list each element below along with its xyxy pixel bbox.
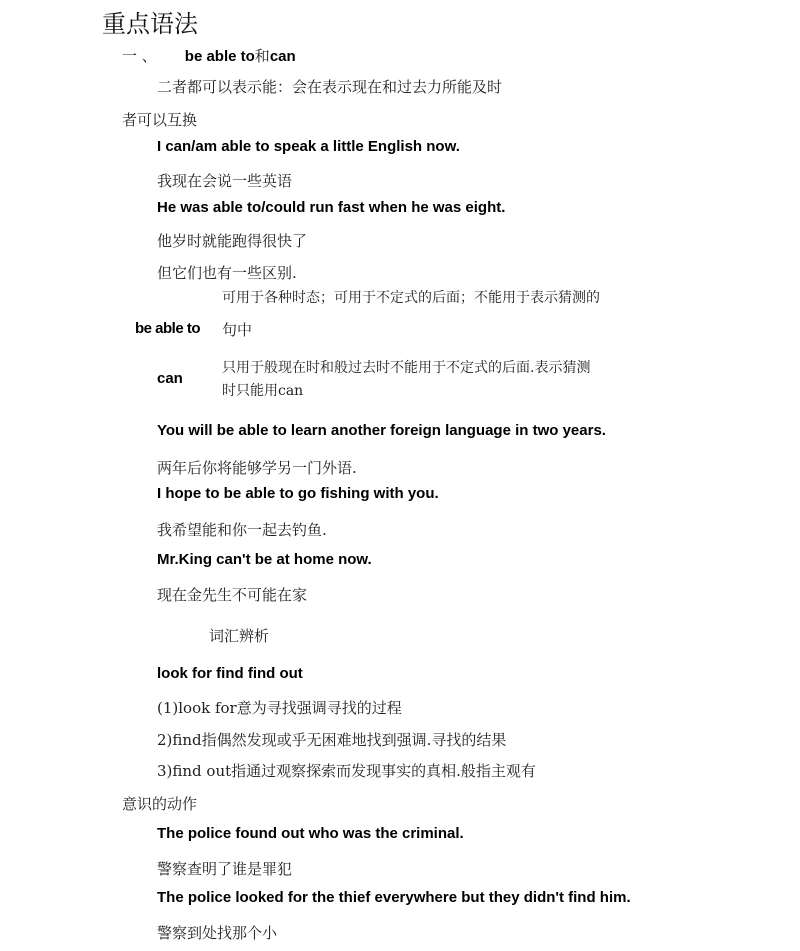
section2-example1-cn: 警察查明了谁是罪犯: [157, 860, 293, 878]
section1-number: 一 、: [122, 47, 157, 65]
example3-cn: 两年后你将能够学另一门外语.: [157, 459, 357, 477]
example5-cn: 现在金先生不可能在家: [157, 586, 308, 604]
section2-subheading: look for find find out: [157, 665, 303, 682]
example5-en: Mr.King can't be at home now.: [157, 551, 372, 568]
compare-bat-line2: 句中: [222, 321, 253, 339]
example2-en: He was able to/could run fast when he was eight.: [157, 199, 506, 216]
point2: 2)find指偶然发现或乎无困难地找到强调.寻找的结果: [157, 731, 507, 749]
section1-heading-en2: can: [269, 48, 296, 65]
section2-example2-en: The police looked for the thief everywhere but they didn't find him.: [157, 889, 631, 906]
compare-can-label: can: [157, 370, 183, 387]
difference-note: 但它们也有一些区别.: [157, 264, 297, 282]
compare-bat-label: be able to: [135, 320, 201, 337]
compare-bat-line1: 可用于各种时态；可用于不定式的后面；不能用于表示猜测的: [222, 290, 600, 306]
example1-en: I can/am able to speak a little English now.: [157, 138, 460, 155]
section1-heading-cn: 和: [254, 47, 270, 65]
compare-can-line2: 时只能用can: [222, 383, 304, 399]
section1-heading: [122, 45, 296, 66]
example1-cn: 我现在会说一些英语: [157, 172, 293, 190]
example3-en: You will be able to learn another foreign language in two years.: [157, 422, 606, 439]
example4-cn: 我希望能和你一起去钓鱼.: [157, 521, 327, 539]
section2-heading: 词汇辨析: [209, 627, 270, 645]
point3-line2: 意识的动作: [122, 795, 198, 813]
section1-heading-en: be able to: [184, 48, 255, 65]
page-title: 重点语法: [102, 10, 198, 38]
example4-en: I hope to be able to go fishing with you.: [157, 485, 439, 502]
intro-line2: 者可以互换: [122, 111, 198, 129]
intro-line1: 二者都可以表示能：会在表示现在和过去力所能及时: [157, 78, 503, 96]
section2-example2-cn: 警察到处找那个小: [157, 924, 278, 942]
example2-cn: 他岁时就能跑得很快了: [157, 232, 308, 250]
point3-line1: 3)find out指通过观察探索而发现事实的真相.般指主观有: [157, 762, 536, 780]
point1: (1)look for意为寻找强调寻找的过程: [157, 699, 402, 717]
section2-example1-en: The police found out who was the criminal.: [157, 825, 464, 842]
compare-can-line1: 只用于般现在时和般过去时不能用于不定式的后面.表示猜测: [222, 360, 591, 376]
